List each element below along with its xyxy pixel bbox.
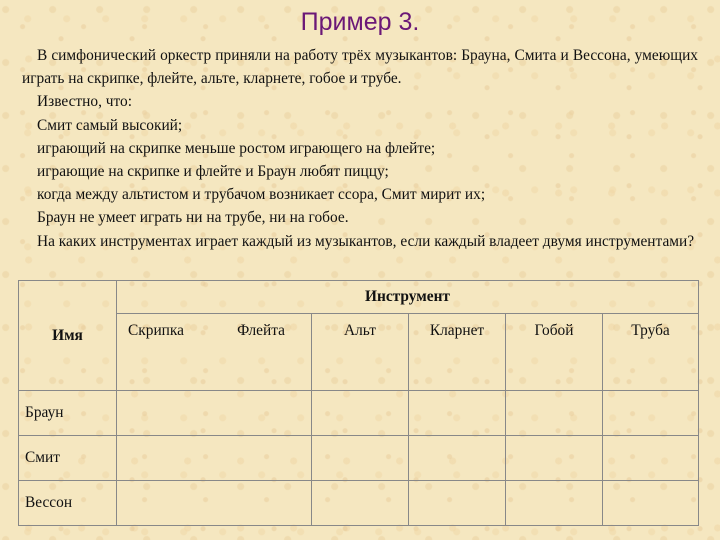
table-row [19, 481, 699, 526]
instrument-clarinet: Кларнет [409, 314, 506, 391]
paragraph-fact-3: играющие на скрипке и флейте и Браун любят пиццу; [37, 163, 389, 181]
table-row [19, 391, 699, 436]
paragraph-intro: В симфонический оркестр приняли на работу трёх музыкантов: Брауна, Смита и Вессона, умеющих играть на скрипке, флейте, альте, кларнете, гобое и трубе. [22, 47, 698, 88]
row-name-wesson: Вессон [19, 481, 117, 526]
table-row [19, 436, 699, 481]
paragraph-fact-4: когда между альтистом и трубачом возникает ссора, Смит мирит их; [37, 186, 486, 204]
cell-brown-oboe[interactable] [506, 391, 603, 436]
paragraph-known: Известно, что: [37, 93, 133, 111]
instrument-trumpet: Труба [603, 314, 699, 391]
problem-text [22, 44, 698, 253]
instrument-header-violin-flute [117, 314, 312, 391]
paragraph-fact-5: Браун не умеет играть ни на трубе, ни на гобое. [37, 209, 349, 227]
cell-brown-viola[interactable] [312, 391, 409, 436]
cell-wesson-violin-flute[interactable] [117, 481, 312, 526]
cell-wesson-oboe[interactable] [506, 481, 603, 526]
cell-wesson-clarinet[interactable] [409, 481, 506, 526]
instrument-violin: Скрипка [128, 322, 184, 339]
cell-smith-oboe[interactable] [506, 436, 603, 481]
instrument-header: Инструмент [117, 281, 699, 314]
cell-brown-violin-flute[interactable] [117, 391, 312, 436]
cell-smith-violin-flute[interactable] [117, 436, 312, 481]
row-name-brown: Браун [19, 391, 117, 436]
cell-brown-clarinet[interactable] [409, 391, 506, 436]
name-header: Имя [19, 281, 117, 391]
paragraph-fact-2: играющий на скрипке меньше ростом играющего на флейте; [37, 139, 436, 157]
page-title: Пример 3. [300, 8, 420, 36]
cell-smith-viola[interactable] [312, 436, 409, 481]
instrument-viola: Альт [312, 314, 409, 391]
instrument-oboe: Гобой [506, 314, 603, 391]
cell-smith-trumpet[interactable] [603, 436, 699, 481]
cell-wesson-viola[interactable] [312, 481, 409, 526]
instrument-flute: Флейта [237, 322, 285, 339]
cell-brown-trumpet[interactable] [603, 391, 699, 436]
row-name-smith: Смит [19, 436, 117, 481]
cell-wesson-trumpet[interactable] [603, 481, 699, 526]
cell-smith-clarinet[interactable] [409, 436, 506, 481]
paragraph-question: На каких инструментах играет каждый из музыкантов, если каждый владеет двумя инструментами? [37, 232, 695, 250]
answer-table [18, 280, 699, 526]
paragraph-fact-1: Смит самый высокий; [37, 116, 183, 134]
